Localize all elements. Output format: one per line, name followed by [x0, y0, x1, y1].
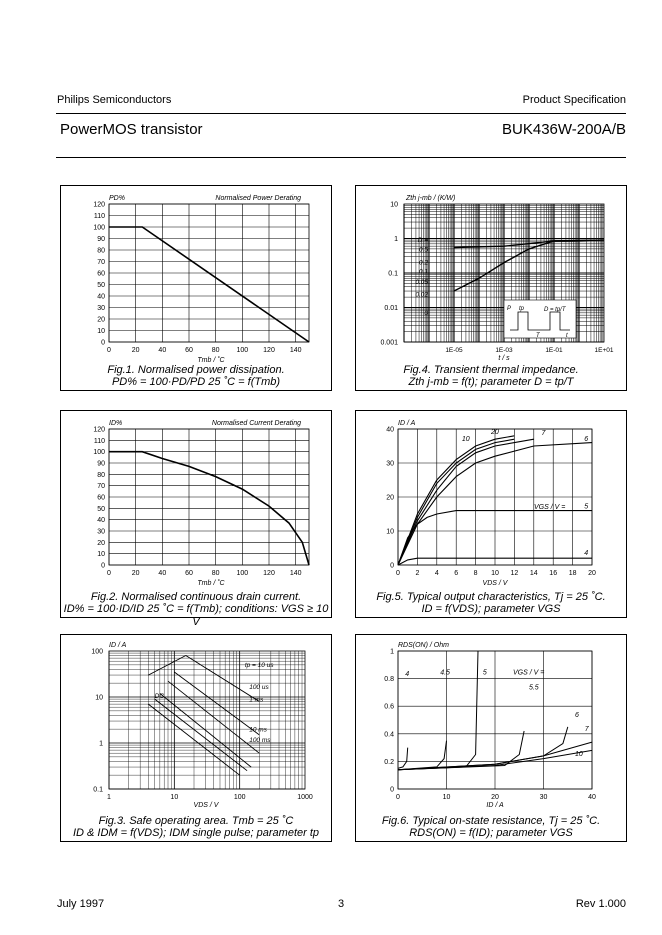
duty-label: 0.2 — [418, 259, 428, 267]
company-name: Philips Semiconductors — [57, 94, 172, 106]
x-tick-label: 1E+01 — [594, 347, 614, 354]
figure-2-chart — [61, 411, 331, 617]
pulse-inset-label: tp — [519, 306, 525, 312]
y-tick-label: 30 — [97, 528, 105, 536]
y-tick-label: 10 — [386, 528, 394, 536]
x-tick-label: 10 — [170, 794, 179, 801]
x-tick-label: 120 — [263, 347, 275, 354]
duty-label: D = — [417, 237, 428, 245]
y-tick-label: 0 — [390, 786, 394, 794]
y-tick-label: 0.8 — [384, 676, 394, 684]
series-label: 6 — [575, 712, 579, 720]
x-tick-label: 100 — [233, 794, 246, 801]
y-axis-label: ID / A — [398, 420, 416, 427]
y-tick-label: 0.1 — [93, 786, 103, 794]
y-tick-label: 0.2 — [384, 758, 394, 766]
footer-revision: Rev 1.000 — [575, 898, 626, 910]
series-line-4 — [398, 748, 408, 769]
figure-6-panel — [355, 634, 627, 842]
x-tick-label: 2 — [415, 570, 420, 577]
product-title: PowerMOS transistor — [60, 121, 203, 138]
x-tick-label: 18 — [568, 570, 577, 577]
series-label: 4 — [584, 549, 589, 557]
x-tick-label: 10 — [442, 794, 451, 801]
y-tick-label: 70 — [97, 483, 105, 491]
series-label: 7 — [584, 726, 589, 734]
x-tick-label: 0 — [396, 794, 400, 801]
x-tick-label: 0 — [107, 347, 111, 354]
x-tick-label: 100 — [236, 570, 249, 577]
footer-page-number: 3 — [338, 898, 345, 910]
vgs-parameter-label: VGS / V = — [534, 504, 566, 511]
document-type: Product Specification — [522, 94, 626, 106]
x-axis-label: t / s — [498, 355, 510, 362]
soa-annotation: 100 ms — [249, 737, 271, 745]
y-axis-label: ID% — [109, 420, 123, 427]
plot-frame — [109, 651, 305, 789]
x-tick-label: 60 — [185, 570, 193, 577]
y-tick-label: 10 — [97, 551, 105, 559]
soa-annotation: DC — [154, 693, 165, 701]
x-tick-label: 40 — [158, 570, 167, 577]
pulse-inset-label: T — [536, 333, 540, 339]
figure-1-chart — [61, 186, 331, 390]
y-tick-label: 100 — [93, 224, 105, 232]
x-tick-label: 120 — [263, 570, 275, 577]
part-number: BUK436W-200A/B — [502, 121, 626, 138]
figure-5-panel — [355, 410, 627, 618]
figure-6-chart — [356, 635, 626, 841]
series-label: 7 — [541, 429, 546, 437]
figure-4-panel — [355, 185, 627, 391]
x-axis-label: VDS / V — [193, 802, 219, 809]
x-tick-label: 12 — [510, 570, 519, 577]
x-axis-label: Tmb / ˚C — [197, 580, 225, 587]
series-label: 5 — [584, 503, 589, 511]
y-tick-label: 0.1 — [388, 270, 398, 278]
figure-2-caption-1: Fig.2. Normalised continuous drain current. — [90, 591, 302, 603]
figure-3-caption-2: ID & IDM = f(VDS); IDM single pulse; parameter tp — [72, 827, 320, 839]
duty-label: 0.02 — [415, 291, 428, 299]
x-tick-label: 6 — [454, 570, 459, 577]
y-tick-label: 40 — [97, 517, 105, 525]
y-tick-label: 110 — [93, 213, 105, 220]
figure-3-chart — [61, 635, 331, 841]
y-tick-label: 60 — [97, 270, 105, 278]
y-axis-label: RDS(ON) / Ohm — [398, 642, 449, 649]
y-tick-label: 10 — [97, 328, 105, 335]
x-tick-label: 40 — [588, 794, 596, 801]
y-tick-label: 1 — [99, 740, 103, 748]
figure-6-caption-2: RDS(ON) = f(ID); parameter VGS — [409, 827, 573, 839]
soa-annotation: 10 ms — [249, 726, 267, 734]
series-line-4-5 — [398, 741, 447, 770]
x-tick-label: 40 — [158, 347, 167, 354]
y-tick-label: 0.4 — [384, 731, 394, 739]
figure-3-caption-1: Fig.3. Safe operating area. Tmb = 25 ˚C — [98, 815, 294, 827]
y-tick-label: 0.01 — [384, 305, 398, 312]
figure-6-caption-1: Fig.6. Typical on-state resistance, Tj = 25 ˚C. — [381, 815, 601, 827]
y-tick-label: 50 — [97, 282, 105, 289]
header-rule — [56, 113, 626, 114]
x-tick-label: 30 — [539, 794, 548, 801]
x-tick-label: 4 — [434, 570, 439, 577]
x-tick-label: 1E-03 — [495, 347, 513, 354]
x-tick-label: 20 — [131, 347, 140, 354]
duty-label: 0.5 — [418, 246, 428, 254]
soa-annotation: 1 ms — [249, 696, 264, 704]
series-label: 6 — [584, 435, 589, 443]
figure-1-caption-2: PD% = 100·PD/PD 25 ˚C = f(Tmb) — [111, 376, 281, 388]
x-tick-label: 140 — [289, 347, 302, 354]
chart-note: Normalised Current Derating — [211, 420, 301, 427]
figure-5-caption-2: ID = f(VDS); parameter VGS — [421, 603, 561, 615]
figure-1-panel — [60, 185, 332, 391]
x-tick-label: 20 — [491, 794, 499, 801]
x-tick-label: 100 — [236, 347, 249, 354]
vgs-parameter-label: VGS / V = — [513, 669, 545, 677]
y-tick-label: 80 — [97, 247, 105, 255]
footer-date: July 1997 — [57, 898, 105, 910]
series-label: 5 — [482, 669, 487, 677]
figure-4-chart — [356, 186, 626, 390]
pulse-inset-label: t — [566, 333, 568, 339]
x-tick-label: 16 — [549, 570, 558, 577]
y-tick-label: 1 — [390, 648, 394, 656]
y-tick-label: 80 — [97, 471, 105, 479]
y-axis-label: Zth j-mb / (K/W) — [406, 195, 456, 202]
x-axis-label: VDS / V — [482, 580, 508, 587]
series-line-5 — [398, 651, 478, 770]
x-tick-label: 10 — [491, 570, 499, 577]
y-tick-label: 30 — [386, 460, 394, 468]
soa-line — [148, 656, 186, 676]
series-label: 5.5 — [528, 684, 539, 692]
y-tick-label: 100 — [93, 449, 105, 457]
y-tick-label: 0 — [390, 562, 394, 570]
x-tick-label: 1E-01 — [545, 347, 563, 354]
pulse-inset-label: D = tp/T — [544, 307, 566, 313]
y-tick-label: 0 — [101, 339, 105, 347]
y-tick-label: 10 — [390, 201, 398, 209]
series-label: 20 — [491, 429, 499, 437]
figure-2-panel — [60, 410, 332, 628]
title-rule — [56, 157, 626, 158]
y-axis-label: PD% — [109, 195, 125, 202]
x-tick-label: 1E-05 — [445, 347, 463, 354]
x-tick-label: 20 — [131, 570, 140, 577]
x-axis-label: ID / A — [486, 802, 504, 809]
x-tick-label: 8 — [473, 570, 478, 577]
y-tick-label: 50 — [97, 505, 105, 513]
y-tick-label: 70 — [97, 259, 105, 266]
x-tick-label: 140 — [289, 570, 302, 577]
y-tick-label: 90 — [97, 460, 105, 468]
pulse-inset-label: P — [507, 306, 512, 312]
y-tick-label: 90 — [97, 236, 105, 243]
y-tick-label: 20 — [386, 494, 394, 502]
series-line-7 — [398, 439, 534, 565]
figure-1-caption-1: Fig.1. Normalised power dissipation. — [107, 364, 285, 376]
y-tick-label: 0 — [101, 562, 105, 570]
x-tick-label: 20 — [588, 570, 596, 577]
figure-5-caption-1: Fig.5. Typical output characteristics, Tj = 25 ˚C. — [376, 591, 606, 603]
x-tick-label: 80 — [211, 347, 220, 354]
soa-annotation: 100 us — [249, 683, 269, 691]
x-tick-label: 60 — [185, 347, 193, 354]
figure-2-caption-2: ID% = 100·ID/ID 25 ˚C = f(Tmb); conditions: VGS ≥ 10 V — [63, 603, 329, 628]
chart-note: Normalised Power Derating — [215, 195, 301, 202]
y-tick-label: 10 — [95, 694, 103, 702]
y-axis-label: ID / A — [109, 642, 127, 649]
duty-label: 0.05 — [415, 278, 428, 286]
series-label: 10 — [461, 435, 470, 443]
y-tick-label: 0.6 — [384, 703, 394, 711]
series-label: 10 — [575, 750, 583, 758]
duty-label: 0 — [424, 309, 428, 317]
x-axis-label: Tmb / ˚C — [197, 357, 225, 364]
figure-5-chart — [356, 411, 626, 617]
y-tick-label: 20 — [97, 539, 105, 547]
y-tick-label: 100 — [91, 648, 103, 656]
x-tick-label: 0 — [396, 570, 400, 577]
y-tick-label: 120 — [93, 201, 105, 209]
y-tick-label: 60 — [97, 494, 105, 502]
x-tick-label: 80 — [211, 570, 220, 577]
soa-annotation: tp = 10 us — [244, 661, 274, 669]
y-tick-label: 1 — [394, 236, 398, 243]
y-tick-label: 40 — [386, 426, 394, 434]
x-tick-label: 0 — [107, 570, 111, 577]
y-tick-label: 30 — [97, 305, 105, 312]
figure-4-caption-2: Zth j-mb = f(t); parameter D = tp/T — [408, 376, 574, 388]
y-tick-label: 0.001 — [380, 339, 398, 347]
y-tick-label: 120 — [93, 426, 105, 434]
x-tick-label: 1 — [107, 794, 111, 801]
soa-line — [174, 672, 259, 735]
x-tick-label: 14 — [529, 570, 538, 577]
x-tick-label: 1000 — [297, 794, 313, 801]
y-tick-label: 40 — [97, 293, 105, 301]
figure-4-caption-1: Fig.4. Transient thermal impedance. — [403, 364, 579, 376]
figure-3-panel — [60, 634, 332, 842]
y-tick-label: 20 — [97, 316, 105, 324]
series-label: 4.5 — [440, 669, 450, 677]
series-label: 4 — [405, 670, 410, 678]
series-line-6 — [398, 727, 568, 770]
y-tick-label: 110 — [93, 437, 105, 445]
duty-label: 0.1 — [418, 268, 428, 276]
